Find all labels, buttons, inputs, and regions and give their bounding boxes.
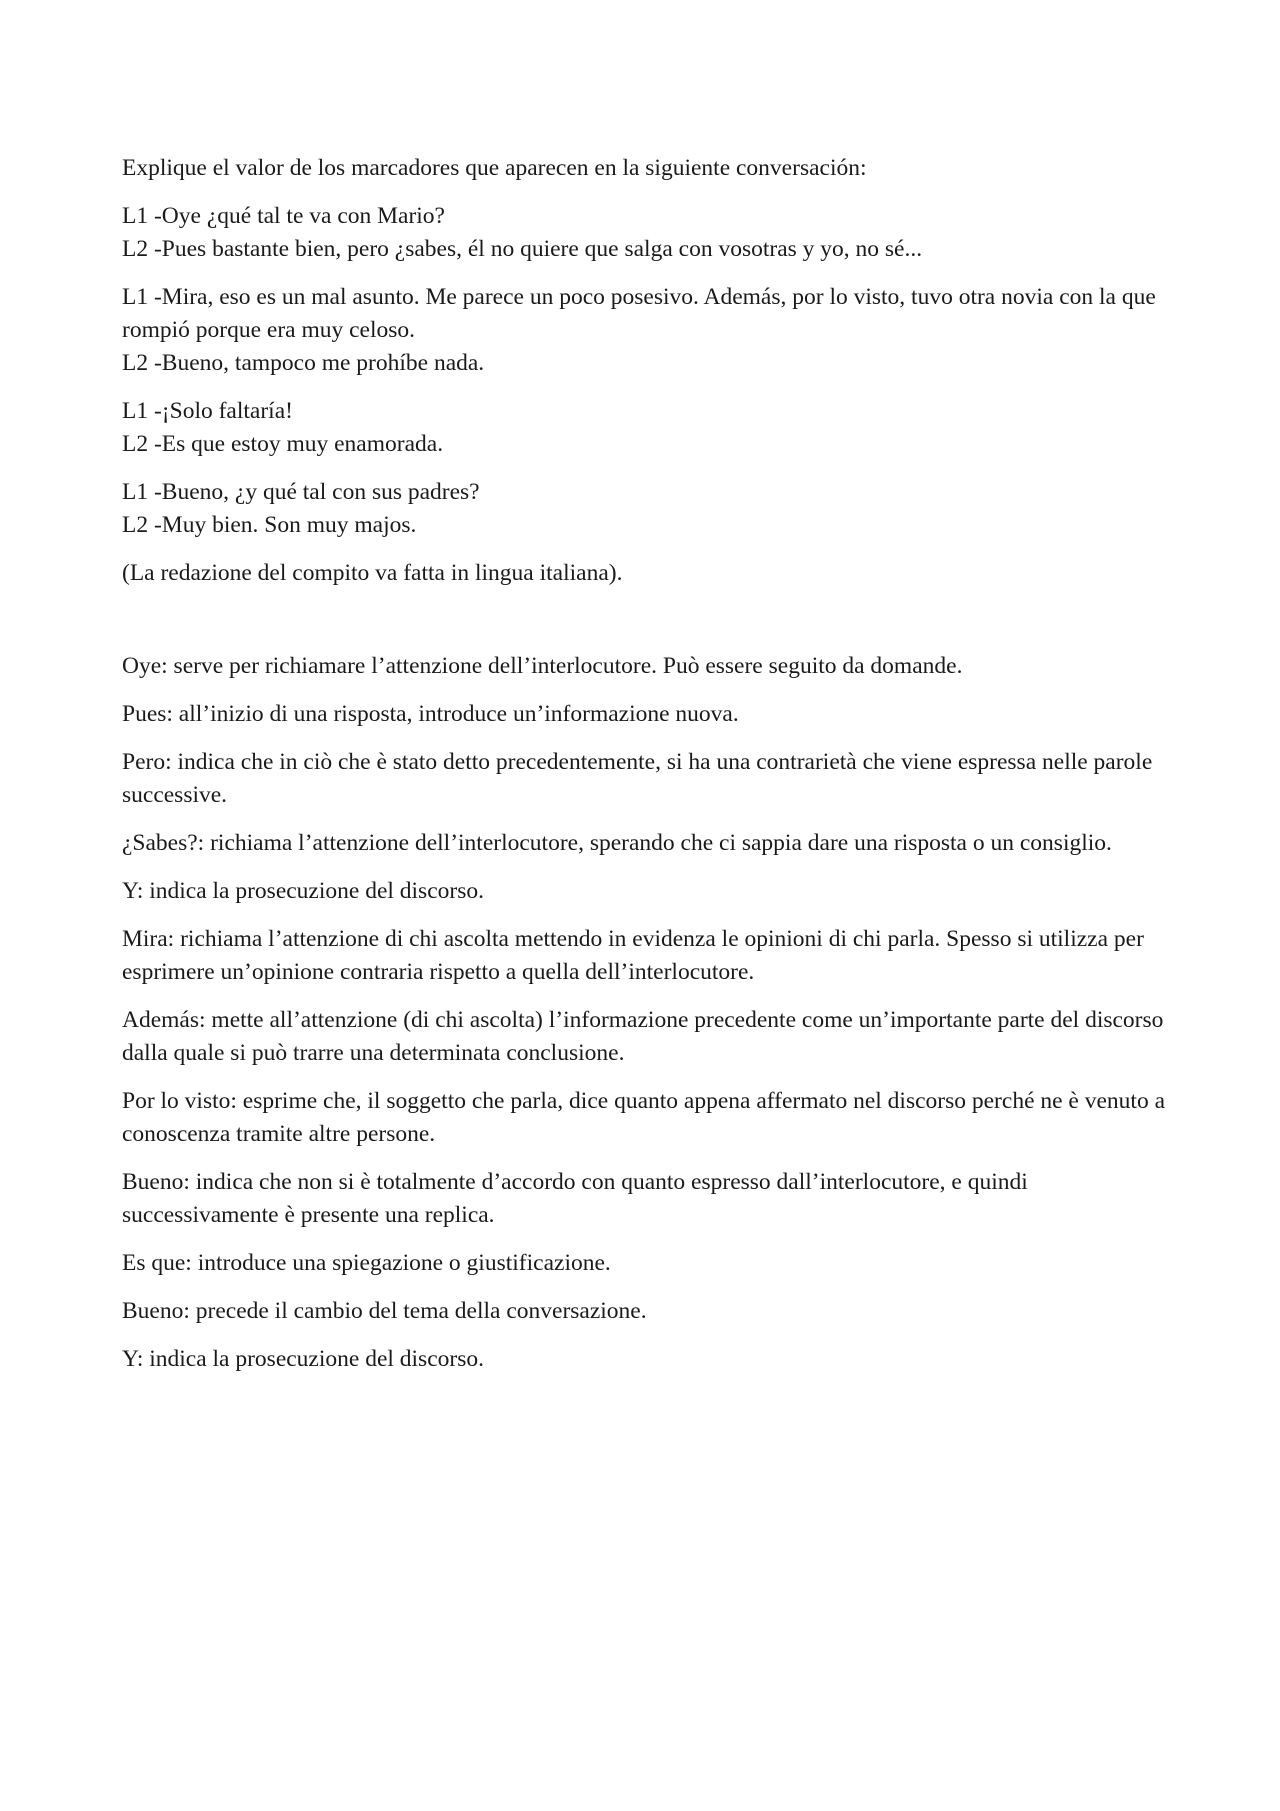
dialogue-block: [122, 281, 1172, 380]
dialogue-line: L1 -Mira, eso es un mal asunto. Me parece un poco posesivo. Además, por lo visto, tuvo otra novia con la que rompió porque era muy celoso.: [122, 284, 1156, 343]
answer-paragraph: Bueno: indica che non si è totalmente d’accordo con quanto espresso dall’interlocutore, e quindi successivamente è presente una replica.: [122, 1169, 1028, 1228]
dialogue-line: L2 -Muy bien. Son muy majos.: [122, 512, 417, 538]
answer-paragraph: Mira: richiama l’attenzione di chi ascolta mettendo in evidenza le opinioni di chi parla. Spesso si utilizza per esprimere un’opinione contraria rispetto a quella dell’interlocutore.: [122, 926, 1144, 985]
answer-paragraph: Es que: introduce una spiegazione o giustificazione.: [122, 1250, 611, 1276]
answer-paragraph: Pues: all’inizio di una risposta, introduce un’informazione nuova.: [122, 701, 739, 727]
dialogue-block: [122, 200, 1172, 266]
dialogue-line: L1 -¡Solo faltaría!: [122, 398, 293, 424]
dialogue-line: L2 -Pues bastante bien, pero ¿sabes, él no quiere que salga con vosotras y yo, no sé...: [122, 236, 923, 262]
dialogue-line: L1 -Oye ¿qué tal te va con Mario?: [122, 203, 445, 229]
answer-paragraph: Por lo visto: esprime che, il soggetto che parla, dice quanto appena affermato nel discorso perché ne è venuto a conoscenza tramite altre persone.: [122, 1088, 1165, 1147]
answer-paragraph: Oye: serve per richiamare l’attenzione dell’interlocutore. Può essere seguito da domande.: [122, 653, 963, 679]
dialogue-line: L2 -Es que estoy muy enamorada.: [122, 431, 444, 457]
dialogue-block: [122, 395, 1172, 461]
answer-paragraph: Y: indica la prosecuzione del discorso.: [122, 1346, 484, 1372]
answer-paragraph: Además: mette all’attenzione (di chi ascolta) l’informazione precedente come un’importante parte del discorso dalla quale si può trarre una determinata conclusione.: [122, 1007, 1164, 1066]
dialogue-line: L1 -Bueno, ¿y qué tal con sus padres?: [122, 479, 480, 505]
answer-paragraph: Bueno: precede il cambio del tema della conversazione.: [122, 1298, 647, 1324]
document-page: [122, 152, 1172, 1391]
answer-paragraph: ¿Sabes?: richiama l’attenzione dell’interlocutore, sperando che ci sappia dare una risposta o un consiglio.: [122, 830, 1112, 856]
answer-paragraph: Y: indica la prosecuzione del discorso.: [122, 878, 484, 904]
dialogue-block: [122, 476, 1172, 542]
answer-paragraph: Pero: indica che in ciò che è stato detto precedentemente, si ha una contrarietà che viene espressa nelle parole successive.: [122, 749, 1153, 808]
section-spacer: [122, 605, 1172, 650]
task-note: (La redazione del compito va fatta in lingua italiana).: [122, 560, 623, 586]
dialogue-line: L2 -Bueno, tampoco me prohíbe nada.: [122, 350, 485, 376]
question-prompt: Explique el valor de los marcadores que aparecen en la siguiente conversación:: [122, 155, 867, 181]
